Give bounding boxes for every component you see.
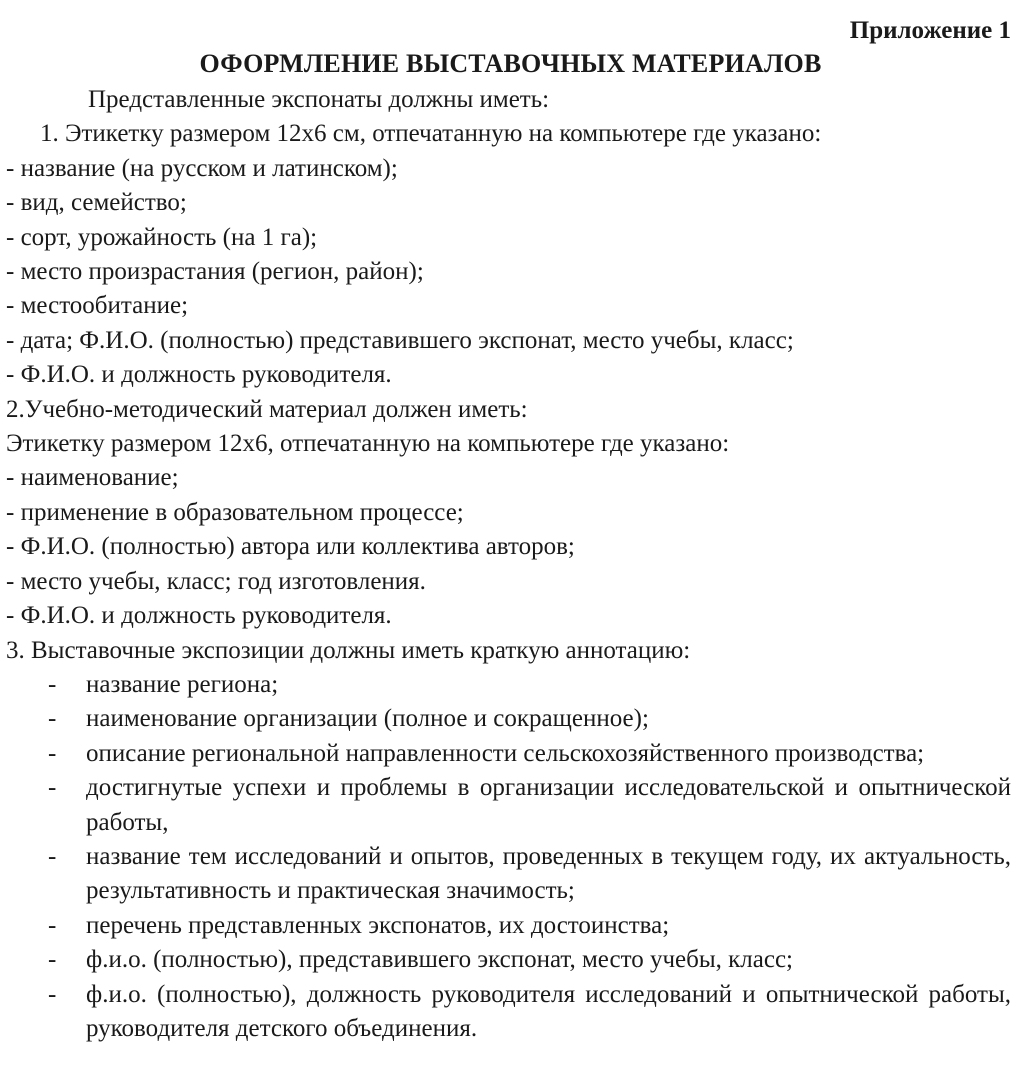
appendix-label: Приложение 1 [849, 17, 1011, 44]
list-dash: - [48, 705, 57, 733]
list-item: - дата; Ф.И.О. (полностью) представившего экспонат, место учебы, класс; [6, 326, 794, 354]
section3-heading: 3. Выставочные экспозиции должны иметь краткую аннотацию: [6, 636, 691, 664]
list-dash: - [48, 739, 57, 767]
list-item-text: название региона; [86, 670, 279, 698]
list-item [6, 771, 1011, 840]
document-title: ОФОРМЛЕНИЕ ВЫСТАВОЧНЫХ МАТЕРИАЛОВ [199, 49, 822, 78]
list-item-text: достигнутые успехи и проблемы в организации исследовательской и опытнической работы, [86, 774, 1011, 836]
list-item-text: ф.и.о. (полностью), представившего экспонат, место учебы, класс; [86, 946, 793, 974]
list-item-text: название тем исследований и опытов, проведенных в текущем году, их актуальность, результативность и практическая значимость; [86, 842, 1011, 905]
list-item: - Ф.И.О. (полностью) автора или коллектива авторов; [6, 533, 575, 561]
list-item: - место учебы, класс; год изготовления. [6, 567, 426, 595]
intro-text: Представленные экспонаты должны иметь: [88, 86, 550, 113]
list-item [6, 943, 1011, 977]
list-item-text: наименование организации (полное и сокращенное); [86, 705, 649, 733]
list-item [6, 909, 1011, 943]
list-item: - название (на русском и латинском); [6, 154, 398, 182]
list-item: - место произрастания (регион, район); [6, 258, 424, 286]
list-item: - местообитание; [6, 292, 189, 320]
list-dash: - [48, 946, 57, 974]
list-dash: - [48, 670, 57, 698]
list-item: - вид, семейство; [6, 189, 187, 217]
list-item [6, 978, 1011, 1047]
list-item: - наименование; [6, 464, 179, 492]
section1-heading: 1. Этикетку размером 12х6 см, отпечатанную на компьютере где указано: [40, 120, 822, 148]
list-dash: - [48, 774, 57, 802]
document-body [6, 83, 1011, 1046]
list-item [6, 737, 1011, 771]
list-item [6, 668, 1011, 702]
list-dash: - [48, 842, 57, 870]
list-item: - Ф.И.О. и должность руководителя. [6, 602, 392, 630]
section2-heading: 2.Учебно-методический материал должен иметь: [6, 395, 528, 423]
list-dash: - [48, 980, 57, 1008]
list-item: - сорт, урожайность (на 1 га); [6, 223, 318, 251]
section2-subheading: Этикетку размером 12х6, отпечатанную на компьютере где указано: [6, 430, 730, 458]
list-dash: - [48, 911, 57, 939]
list-item [6, 840, 1011, 909]
list-item: - Ф.И.О. и должность руководителя. [6, 361, 392, 389]
list-item [6, 702, 1011, 736]
list-item-text: описание региональной направленности сельскохозяйственного производства; [86, 739, 925, 767]
list-item-text: перечень представленных экспонатов, их достоинства; [86, 911, 670, 939]
list-item-text: ф.и.о. (полностью), должность руководителя исследований и опытнической работы, руководителя детского объединения. [86, 980, 1011, 1042]
list-item: - применение в образовательном процессе; [6, 498, 464, 526]
